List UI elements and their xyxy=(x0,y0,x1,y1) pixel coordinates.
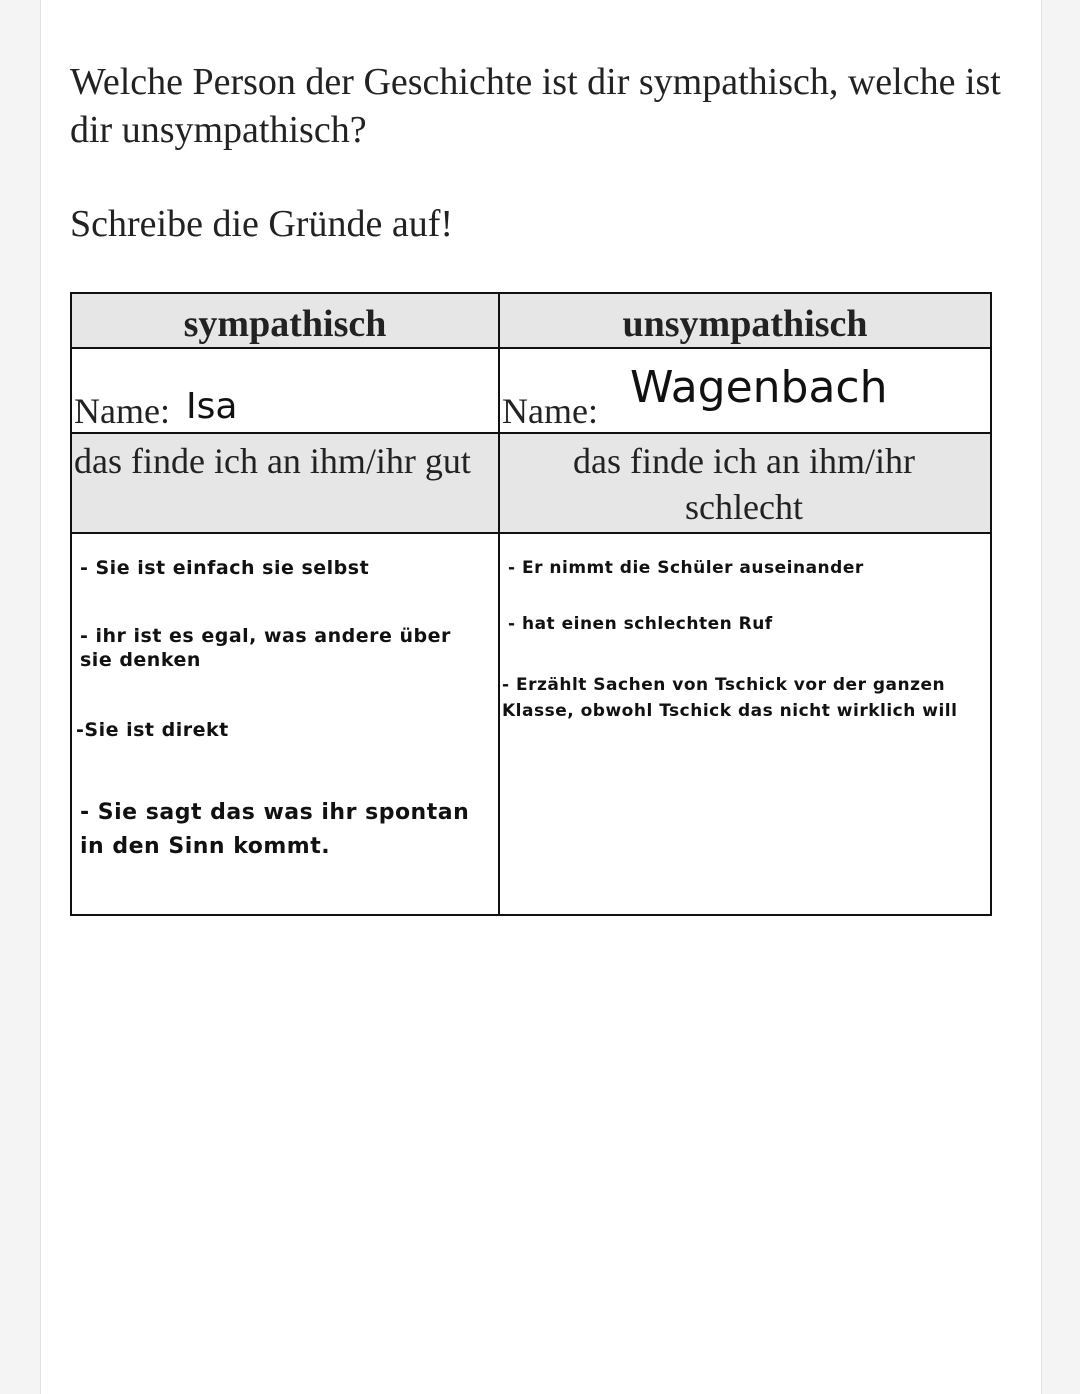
instruction-text: Schreibe die Gründe auf! xyxy=(70,203,454,245)
right-entry: - Erzählt Sachen von Tschick vor der ganzen Klasse, obwohl Tschick das nicht wirklich will xyxy=(502,675,958,721)
left-entry: - ihr ist es egal, was andere über sie denken xyxy=(80,625,451,671)
grid-line-header xyxy=(72,347,990,349)
left-entry: - Sie sagt das was ihr spontan in den Sinn kommt. xyxy=(80,800,470,859)
worksheet-page xyxy=(40,0,1042,1394)
right-entry: - hat einen schlechten Ruf xyxy=(508,614,773,634)
right-name-value: Wagenbach xyxy=(630,362,888,413)
left-name-cell xyxy=(74,354,494,430)
right-name-cell xyxy=(502,354,988,430)
left-name-label: Name: xyxy=(74,391,170,431)
left-prompt: das finde ich an ihm/ihr gut xyxy=(74,441,471,481)
right-name-label: Name: xyxy=(502,391,598,431)
header-unsympathisch: unsympathisch xyxy=(622,303,868,345)
grid-line-name xyxy=(72,432,990,434)
left-entry: - Sie ist einfach sie selbst xyxy=(80,557,370,579)
grid-line-prompt xyxy=(72,532,990,534)
reasons-table xyxy=(70,292,992,916)
header-sympathisch: sympathisch xyxy=(183,303,387,345)
left-name-value: Isa xyxy=(186,386,238,427)
right-prompt: das finde ich an ihm/ihr schlecht xyxy=(573,441,915,527)
right-entry: - Er nimmt die Schüler auseinander xyxy=(508,558,864,578)
question-text: Welche Person der Geschichte ist dir sympathisch, welche ist dir unsympathisch? xyxy=(70,61,1001,151)
grid-line-middle xyxy=(498,294,500,914)
left-entry: -Sie ist direkt xyxy=(76,719,229,741)
